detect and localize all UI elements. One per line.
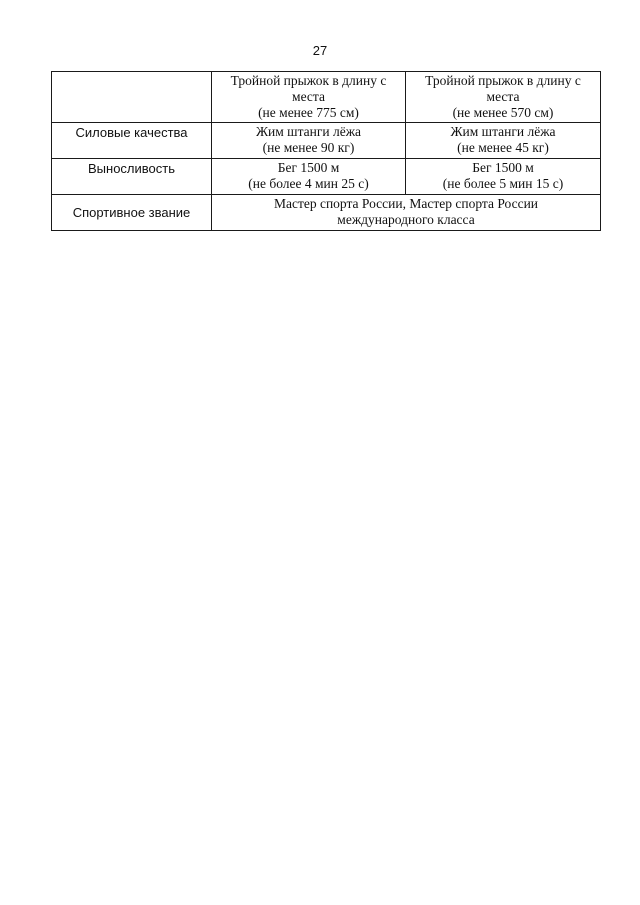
cell-text: места bbox=[292, 89, 325, 104]
women-value-cell bbox=[406, 123, 601, 159]
cell-text: места bbox=[486, 89, 520, 104]
cell-text: Мастер спорта России, Мастер спорта России bbox=[273, 196, 539, 211]
table-row bbox=[52, 123, 601, 159]
cell-text: международного класса bbox=[337, 212, 475, 227]
cell-text: Бег 1500 м bbox=[472, 160, 534, 175]
cell-text: (не менее 775 см) bbox=[258, 105, 359, 120]
cell-text: (не менее 570 см) bbox=[452, 105, 554, 120]
row-label: Силовые качества bbox=[52, 123, 212, 159]
cell-text: (не менее 45 кг) bbox=[457, 140, 549, 155]
table-row bbox=[52, 72, 601, 123]
cell-text: Бег 1500 м bbox=[277, 160, 340, 175]
men-value-cell bbox=[212, 72, 406, 123]
cell-text: (не более 4 мин 25 с) bbox=[248, 176, 369, 191]
cell-text: Тройной прыжок в длину с bbox=[230, 73, 387, 88]
cell-text: Тройной прыжок в длину с bbox=[425, 73, 581, 88]
cell-text: (не менее 90 кг) bbox=[262, 140, 355, 155]
cell-text: Жим штанги лёжа bbox=[255, 124, 362, 139]
men-value-cell bbox=[212, 123, 406, 159]
merged-value-cell bbox=[212, 195, 601, 231]
cell-text: (не более 5 мин 15 с) bbox=[442, 176, 564, 191]
row-label bbox=[52, 72, 212, 123]
row-label: Спортивное звание bbox=[52, 195, 212, 231]
table-row bbox=[52, 159, 601, 195]
women-value-cell bbox=[406, 72, 601, 123]
table-row bbox=[52, 195, 601, 231]
women-value-cell bbox=[406, 159, 601, 195]
men-value-cell bbox=[212, 159, 406, 195]
page-number: 27 bbox=[312, 43, 328, 58]
row-label: Выносливость bbox=[52, 159, 212, 195]
cell-text: Жим штанги лёжа bbox=[450, 124, 556, 139]
standards-table bbox=[51, 71, 601, 231]
